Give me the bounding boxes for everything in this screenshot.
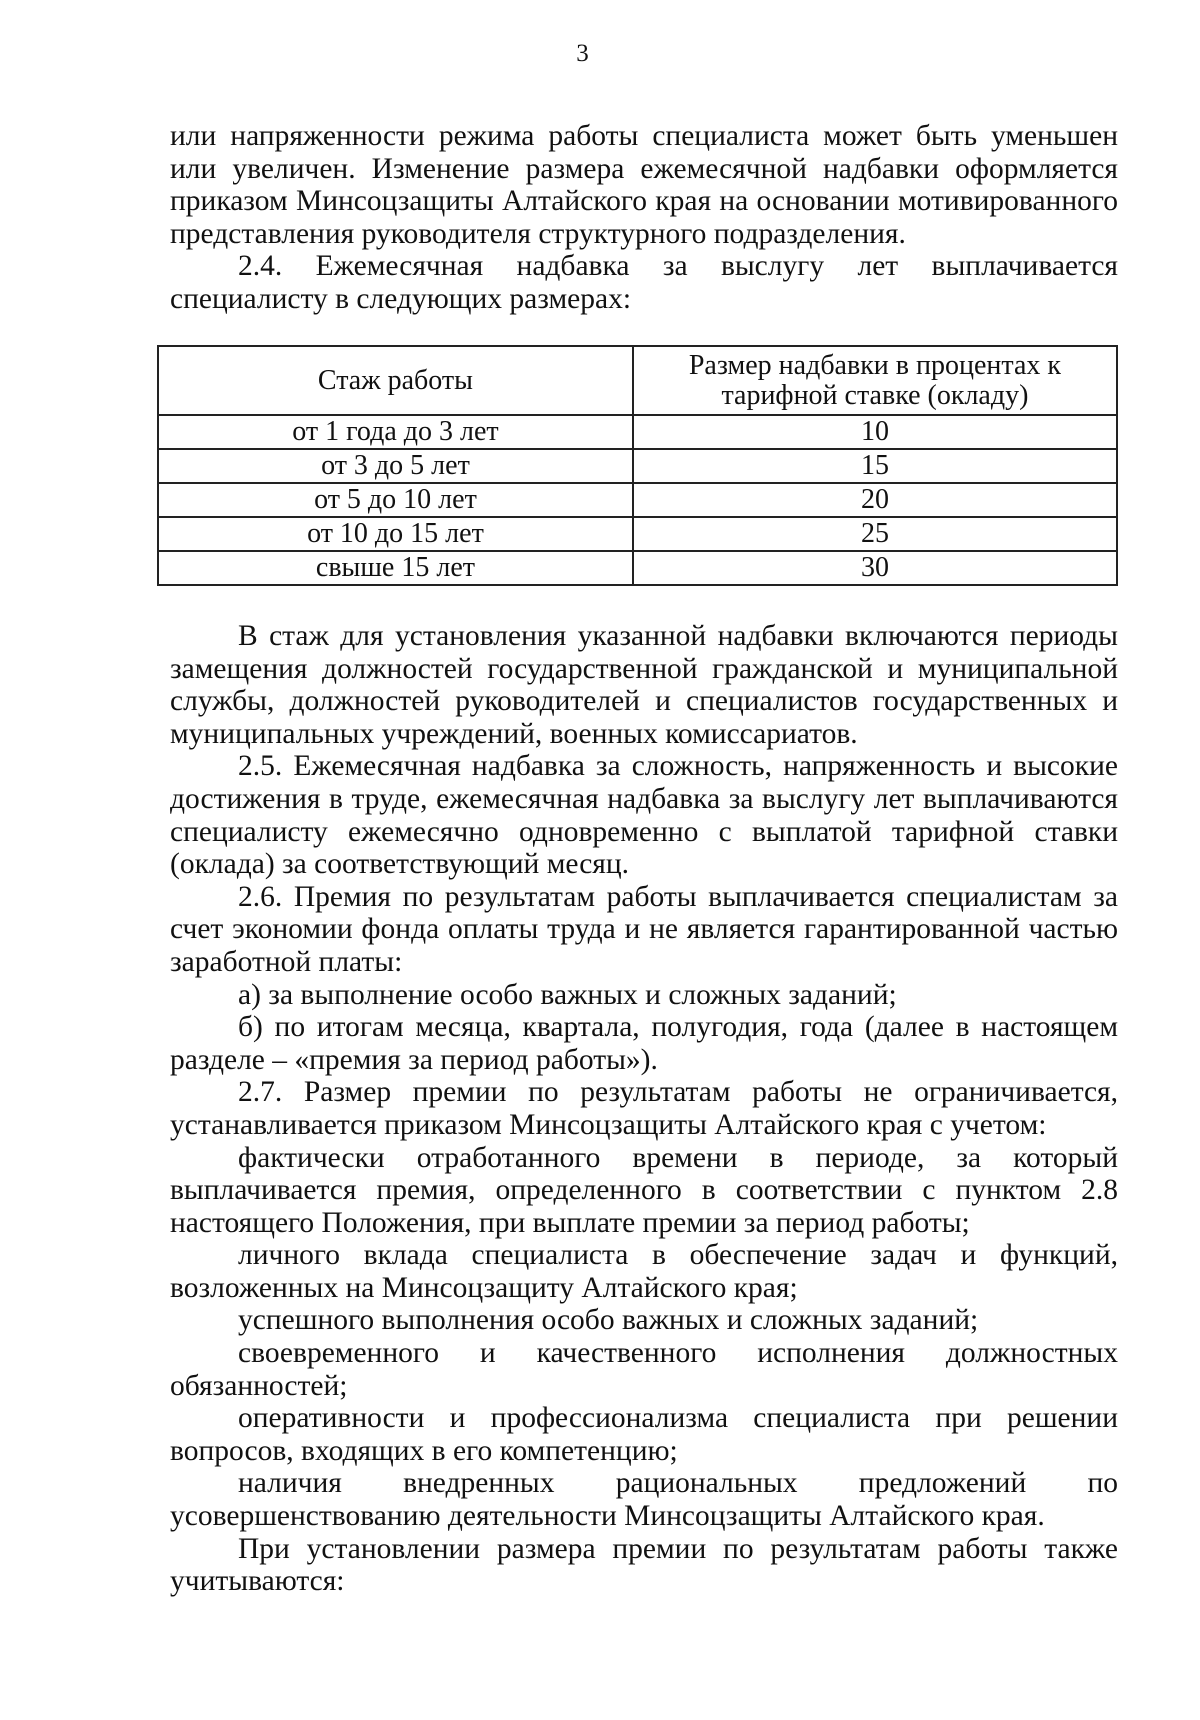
paragraph-2-4: 2.4. Ежемесячная надбавка за выслугу лет выплачивается специалисту в следующих размерах:	[170, 250, 1118, 315]
list-item: успешного выполнения особо важных и сложных заданий;	[238, 1304, 979, 1337]
cell-percent: 15	[633, 449, 1117, 483]
cell-experience: свыше 15 лет	[158, 551, 633, 585]
seniority-supplement-table	[157, 345, 1118, 586]
cell-percent: 30	[633, 551, 1117, 585]
paragraph-also-considered: При установлении размера премии по результатам работы также учитываются:	[170, 1532, 1118, 1598]
list-item: б) по итогам месяца, квартала, полугодия, года (далее в настоящем разделе – «премия за период работы»).	[170, 1011, 1118, 1076]
paragraph-2-5: 2.5. Ежемесячная надбавка за сложность, напряженность и высокие достижения в труде, ежемесячная надбавка за выслугу лет выплачиваются специалисту ежемесячно одновременно с выплатой тарифной ставки (оклада) за соответствующий месяц.	[170, 750, 1118, 881]
list-item: своевременного и качественного исполнения должностных обязанностей;	[170, 1337, 1118, 1402]
cell-percent: 25	[633, 517, 1117, 551]
body-text	[170, 620, 1118, 1598]
page-number: 3	[576, 40, 589, 67]
list-item: личного вклада специалиста в обеспечение задач и функций, возложенных на Минсоцзащиту Алтайского края;	[170, 1239, 1118, 1304]
paragraph-2-6: 2.6. Премия по результатам работы выплачивается специалистам за счет экономии фонда оплаты труда и не является гарантированной частью заработной платы:	[170, 880, 1118, 978]
list-item: а) за выполнение особо важных и сложных заданий;	[238, 978, 897, 1011]
cell-experience: от 10 до 15 лет	[158, 517, 633, 551]
cell-experience: от 3 до 5 лет	[158, 449, 633, 483]
paragraph-2-7: 2.7. Размер премии по результатам работы не ограничивается, устанавливается приказом Минсоцзащиты Алтайского края с учетом:	[170, 1076, 1118, 1141]
table-row	[158, 483, 1117, 517]
cell-experience: от 1 года до 3 лет	[158, 415, 633, 449]
paragraph-seniority-periods: В стаж для установления указанной надбавки включаются периоды замещения должностей государственной гражданской и муниципальной службы, должностей руководителей и специалистов государственных и муниципальных учреждений, военных комиссариатов.	[170, 620, 1118, 750]
header-percent: Размер надбавки в процентах к тарифной ставке (окладу)	[633, 346, 1117, 415]
table-row	[158, 415, 1117, 449]
table-header-row	[158, 346, 1117, 415]
paragraph-continuation: или напряженности режима работы специалиста может быть уменьшен или увеличен. Изменение размера ежемесячной надбавки оформляется приказом Минсоцзащиты Алтайского края на основании мотивированного представления руководителя структурного подразделения.	[170, 120, 1118, 250]
list-item: оперативности и профессионализма специалиста при решении вопросов, входящих в его компетенцию;	[170, 1402, 1118, 1467]
table-row	[158, 551, 1117, 585]
cell-experience: от 5 до 10 лет	[158, 483, 633, 517]
header-experience: Стаж работы	[158, 346, 633, 415]
list-item: наличия внедренных рациональных предложений по усовершенствованию деятельности Минсоцзащиты Алтайского края.	[170, 1467, 1118, 1533]
table-row	[158, 449, 1117, 483]
cell-percent: 20	[633, 483, 1117, 517]
list-item: фактически отработанного времени в периоде, за который выплачивается премия, определенного в соответствии с пунктом 2.8 настоящего Положения, при выплате премии за период работы;	[170, 1141, 1118, 1239]
cell-percent: 10	[633, 415, 1117, 449]
table-row	[158, 517, 1117, 551]
intro-text	[170, 120, 1118, 316]
